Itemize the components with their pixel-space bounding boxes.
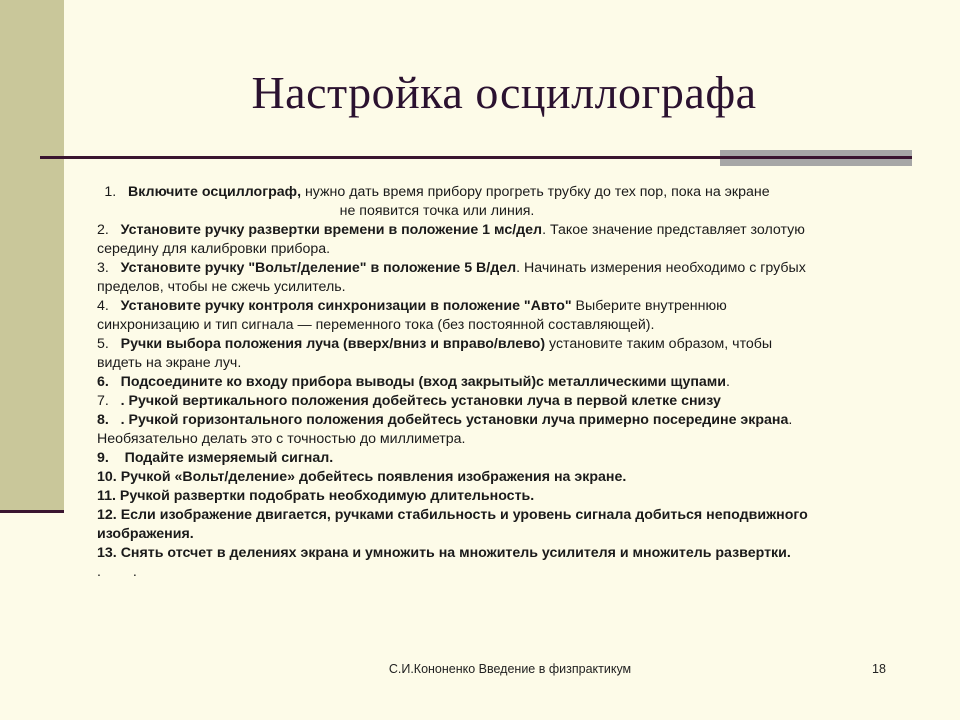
list-item xyxy=(97,449,817,468)
item-number: 12. xyxy=(97,507,117,523)
item-text: установите таким образом, чтобы видеть на экране луч. xyxy=(97,336,773,371)
list-item xyxy=(97,411,817,449)
item-number: 11. xyxy=(97,488,116,504)
item-bold-text: . Ручкой вертикального положения добейтесь установки луча в первой клетке снизу xyxy=(120,393,721,409)
item-text: . Такое значение представляет золотую середину для калибровки прибора. xyxy=(97,222,805,257)
item-number: 2. xyxy=(97,222,109,238)
instruction-list xyxy=(97,183,817,582)
item-number: 10. xyxy=(97,469,117,485)
item-bold-text: . Ручкой горизонтального положения добейтесь установки луча примерно посередине экрана xyxy=(120,412,789,428)
item-bold-text: Ручкой «Вольт/деление» добейтесь появления изображения на экране. xyxy=(120,469,627,485)
item-text: Выберите внутреннюю синхронизацию и тип сигнала — переменного тока (без постоянной составляющей). xyxy=(97,298,727,333)
item-text: нужно дать время прибору прогреть трубку до тех пор, пока на экране не появится точка или линия. xyxy=(301,184,770,219)
list-item xyxy=(97,297,817,335)
item-number: 9. xyxy=(97,450,109,466)
list-item xyxy=(97,544,817,563)
item-number: 7. xyxy=(97,393,109,409)
footer-author: С.И.Кононенко Введение в физпрактикум xyxy=(388,662,632,676)
item-number: 3. xyxy=(97,260,109,276)
item-text: . Начинать измерения необходимо с грубых пределов, чтобы не сжечь усилитель. xyxy=(97,260,806,295)
list-item xyxy=(97,221,817,259)
item-bold-text: Снять отсчет в делениях экрана и умножить на множитель усилителя и множитель развертки. xyxy=(120,545,791,561)
item-bold-text: Если изображение двигается, ручками стабильность и уровень сигнала добиться неподвижного изображения. xyxy=(97,507,808,542)
list-item xyxy=(97,487,817,506)
item-number: 13. xyxy=(97,545,117,561)
list-item xyxy=(97,506,817,544)
list-item xyxy=(97,335,817,373)
item-number: 4. xyxy=(97,298,109,314)
item-text: . Необязательно делать это с точностью до миллиметра. xyxy=(97,412,793,447)
list-item xyxy=(97,392,817,411)
page-number: 18 xyxy=(872,662,886,676)
list-item xyxy=(97,373,817,392)
item-bold-text: Установите ручку контроля синхронизации в положение "Авто" xyxy=(120,298,572,314)
title-divider-accent xyxy=(720,150,912,166)
item-number: 6. xyxy=(97,374,109,390)
item-bold-text: Ручки выбора положения луча (вверх/вниз и вправо/влево) xyxy=(120,336,546,352)
item-number: 5. xyxy=(97,336,109,352)
item-bold-text: Ручкой развертки подобрать необходимую длительность. xyxy=(119,488,535,504)
item-bold-text: Подсоедините ко входу прибора выводы (вход закрытый)с металлическими щупами xyxy=(120,374,727,390)
item-number: 1. xyxy=(104,184,117,200)
list-item xyxy=(97,468,817,487)
item-bold-text: Установите ручку "Вольт/деление" в положение 5 В/дел xyxy=(120,260,517,276)
trailing-dots: . . xyxy=(97,564,151,580)
list-item xyxy=(97,259,817,297)
item-text: . xyxy=(726,374,730,390)
side-band-underline xyxy=(0,510,64,513)
item-bold-text: Включите осциллограф, xyxy=(128,184,302,200)
item-number: 8. xyxy=(97,412,109,428)
list-item xyxy=(97,183,817,221)
slide-title: Настройка осциллографа xyxy=(251,67,757,118)
item-bold-text: Подайте измеряемый сигнал. xyxy=(124,450,334,466)
item-bold-text: Установите ручку развертки времени в положение 1 мс/дел xyxy=(120,222,543,238)
